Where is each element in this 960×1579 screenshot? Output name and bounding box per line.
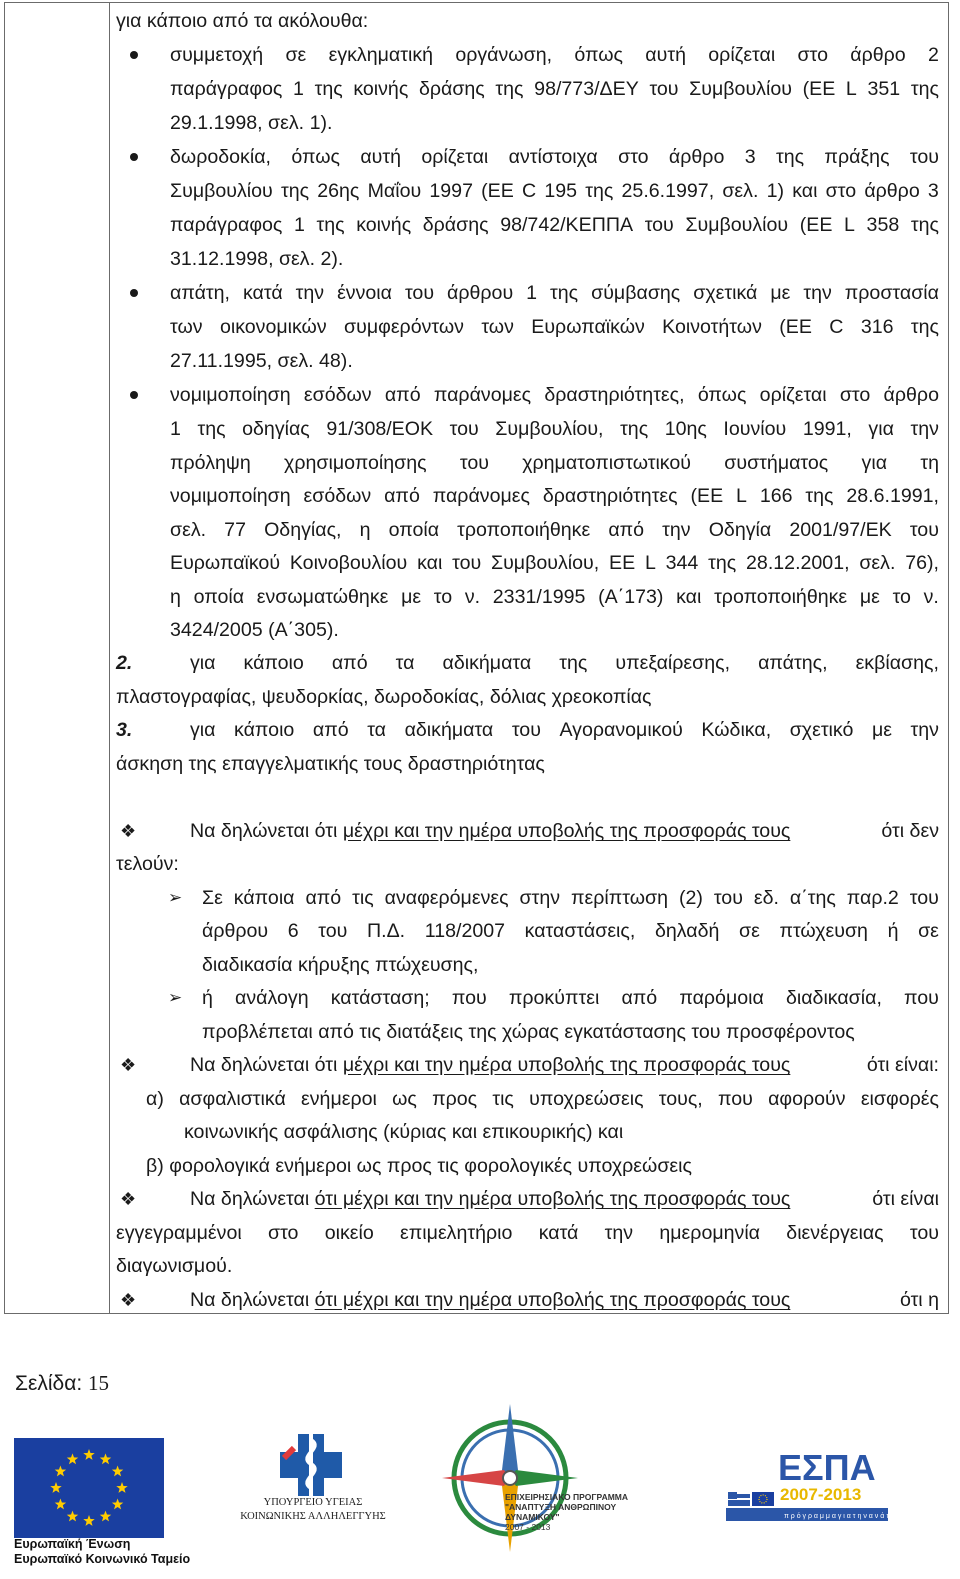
word: άρθρο (850, 44, 906, 66)
word: της (314, 78, 343, 100)
word: της (585, 180, 614, 202)
word: ενήμεροι (301, 1088, 377, 1110)
word: δωροδοκία, (170, 146, 271, 168)
word: παράγραφος (170, 78, 283, 100)
word: ορίζεται (708, 44, 776, 66)
bullet-1-line-2 (170, 72, 939, 106)
word: από (331, 652, 368, 674)
bullet-1-line-1 (170, 38, 939, 72)
word: της (559, 652, 588, 674)
word: παράνομες (433, 384, 532, 406)
word: πρόληψη (170, 452, 251, 474)
item-number-3: 3. (116, 719, 133, 741)
bullet-dot-icon (130, 289, 138, 297)
word: επιμελητήριο (400, 1222, 513, 1244)
word: με (859, 586, 880, 608)
word: για (190, 719, 216, 741)
word: εκβίασης, (855, 652, 939, 674)
intro-line: για κάποιο από τα ακόλουθα: (116, 10, 369, 32)
word: για (190, 652, 216, 674)
word: του (909, 887, 939, 909)
word: Ιουνίου (723, 418, 787, 440)
word: Αγορανομικού (559, 719, 683, 741)
word: την (803, 282, 832, 304)
arrow-1-line-3: διαδικασία κήρυξης πτώχευσης, (202, 954, 479, 976)
word: στο (267, 1222, 299, 1244)
word: παράγραφος (170, 214, 283, 236)
diamond-bullet-icon: ❖ (120, 1055, 137, 1075)
arrow-1-line-1 (202, 881, 939, 915)
word: τους, (658, 1088, 703, 1110)
word: αδικήματα (404, 719, 494, 741)
compass-north-point (502, 1404, 518, 1478)
word: συστήματος (724, 452, 829, 474)
word: άρθρο (883, 384, 939, 406)
word: ή (202, 987, 213, 1009)
word: Συμβουλίου, (490, 552, 600, 574)
compass-center (503, 1471, 517, 1485)
word: της (620, 418, 649, 440)
word: 3 (744, 146, 756, 168)
word: την (910, 418, 939, 440)
word: των (481, 316, 514, 338)
word: 316 (860, 316, 894, 338)
word: 98/742/ΚΕΠΠΑ (500, 214, 634, 236)
bullet-2-line-2 (170, 174, 939, 208)
word: τις (492, 1088, 514, 1110)
bullet-2-line-1 (170, 140, 939, 174)
word: κοινής (353, 78, 409, 100)
word: Οδηγία (708, 519, 772, 541)
word: της (708, 552, 737, 574)
word: της (316, 214, 345, 236)
word: έννοια (337, 282, 392, 304)
bullet-4-line-3 (170, 446, 939, 480)
word: (ΕΕ (799, 214, 833, 236)
arrow-2-line-1 (202, 981, 939, 1015)
declaration-2-line-1: ❖ Να δηλώνεται ότι μέχρι και την ημέρα υποβολής της προσφοράς τους ότι είναι: (116, 1048, 939, 1082)
table-column-divider (109, 3, 110, 1313)
word: L (845, 78, 857, 100)
word: διενέργειας (786, 1222, 884, 1244)
word: της (550, 282, 579, 304)
word: όπως (574, 44, 623, 66)
eu-flag-small-icon (752, 1492, 774, 1506)
word: αυτή (645, 44, 686, 66)
word: στο (797, 44, 828, 66)
word: άρθρου (447, 282, 514, 304)
word: την (662, 519, 691, 541)
word: της (910, 214, 939, 236)
word: συμμετοχή (170, 44, 264, 66)
word: Κοινοτήτων (662, 316, 762, 338)
word: C (829, 316, 844, 338)
word: το (892, 586, 911, 608)
word: άρθρου (202, 920, 269, 942)
word: για (868, 418, 894, 440)
word: του (318, 920, 348, 942)
word: α΄της (789, 887, 836, 909)
word: από (384, 485, 420, 507)
word: κάποια (233, 887, 295, 909)
word: της (280, 180, 310, 202)
word: της (910, 78, 939, 100)
word: ή (887, 920, 899, 942)
word: καταστάσεις, (524, 920, 636, 942)
word: 1 (293, 78, 304, 100)
word: L (736, 485, 747, 507)
word: του (459, 452, 489, 474)
word: ν. (923, 586, 939, 608)
word: αυτή (360, 146, 401, 168)
bullet-4-line-6 (170, 546, 939, 580)
word: εσόδων (303, 384, 372, 406)
word: του (713, 887, 743, 909)
word: οικονομικών (219, 316, 327, 338)
word: κάποιο (243, 652, 304, 674)
espa-logo (726, 1447, 913, 1522)
word: ορίζεται (421, 146, 489, 168)
item-number-2: 2. (116, 652, 133, 674)
word: ημερομηνία (659, 1222, 761, 1244)
word: σχετικό (789, 719, 854, 741)
word: νομιμοποίηση (170, 485, 291, 507)
word: χρησιμοποίησης (284, 452, 427, 474)
word: 2331/1995 (492, 586, 586, 608)
word: παράνομες (432, 485, 530, 507)
arrowhead-bullet-icon: ➢ (168, 888, 183, 907)
word: (Α΄173) (598, 586, 664, 608)
word: παρ.2 (846, 887, 899, 909)
word: προκύπτει (508, 987, 600, 1009)
word: (ΕΕ (690, 485, 724, 507)
word: Συμβουλίου (170, 180, 273, 202)
word: Συμβουλίου, (495, 418, 604, 440)
word: η (170, 586, 181, 608)
word: και (792, 180, 818, 202)
word: τροποποιήθηκε (457, 519, 591, 541)
word: ν. (464, 586, 481, 608)
word: 2 (928, 44, 939, 66)
word: που (904, 987, 939, 1009)
word: αδικήματα (442, 652, 532, 674)
word: 351 (867, 78, 901, 100)
word: Οδηγίας, (264, 519, 342, 541)
item-3-line-1 (190, 713, 939, 747)
content-table (4, 2, 949, 1314)
word: όπως (291, 146, 340, 168)
word: σελ. (722, 180, 759, 202)
word: δράσης (422, 214, 489, 236)
word: της (197, 418, 226, 440)
word: οδηγίας (242, 418, 310, 440)
word: περίπτωση (570, 887, 668, 909)
word: στο (618, 146, 649, 168)
word: (ΕΕ (481, 180, 514, 202)
word: σύμβασης (591, 282, 681, 304)
word: ΕΕ (609, 552, 636, 574)
word: το (433, 586, 453, 608)
word: σχετικά (693, 282, 758, 304)
diamond-bullet-icon: ❖ (120, 821, 137, 841)
word: πράξης (824, 146, 890, 168)
word: από (312, 719, 349, 741)
bullet-2-line-3 (170, 208, 939, 242)
word: κατά (242, 282, 283, 304)
eu-caption: Ευρωπαϊκή Ένωση Ευρωπαϊκό Κοινωνικό Ταμείο (14, 1537, 191, 1566)
word: κοινής (356, 214, 412, 236)
word: 344 (665, 552, 699, 574)
word: υπεξαίρεσης, (615, 652, 731, 674)
arrow-2-line-2: προβλέπεται από τις διατάξεις της χώρας εγκατάστασης του προσφέροντος (202, 1021, 855, 1043)
word: από (621, 987, 658, 1009)
word: άρθρο (864, 180, 920, 202)
word: αντίστοιχα (508, 146, 598, 168)
word: 76), (905, 552, 939, 574)
item-2-line-1 (190, 646, 939, 680)
item-2-line-2: πλαστογραφίας, ψευδορκίας, δωροδοκίας, δόλιας χρεοκοπίας (116, 686, 652, 708)
word: που (717, 1088, 753, 1110)
word: εγκληματική (328, 44, 434, 66)
word: Σε (202, 887, 223, 909)
word: του (909, 519, 939, 541)
bullet-3-line-2 (170, 310, 939, 344)
bullet-2-line-4: 31.12.1998, σελ. 2). (170, 248, 344, 270)
word: 77 (224, 519, 246, 541)
word: η (359, 519, 371, 541)
word: εισφορές (860, 1088, 939, 1110)
word: 195 (544, 180, 578, 202)
word: Μαΐου (367, 180, 422, 202)
word: 1 (170, 418, 181, 440)
bullet-dot-icon (130, 51, 138, 59)
word: των (170, 316, 203, 338)
word: από (305, 887, 342, 909)
word: Κώδικα, (701, 719, 772, 741)
word: κατά (538, 1222, 579, 1244)
bullet-4-line-4 (170, 479, 939, 513)
bullet-dot-icon (130, 153, 138, 161)
word: με (770, 282, 791, 304)
declaration-3-line-2 (116, 1216, 939, 1250)
word: σελ. (170, 519, 207, 541)
word: κατάσταση; (330, 987, 430, 1009)
word: εσόδων (303, 485, 372, 507)
word: ως (392, 1088, 417, 1110)
word: σε (918, 920, 939, 942)
word: απάτης, (758, 652, 828, 674)
word: 6 (287, 920, 299, 942)
word: άρθρο (668, 146, 725, 168)
word: ανάλογη (235, 987, 309, 1009)
item-3-line-2: άσκηση της επαγγελματικής τους δραστηριότητας (116, 753, 545, 775)
word: δράσης (418, 78, 485, 100)
bullet-3-line-3: 27.11.1995, σελ. 48). (170, 350, 353, 372)
subitem-b-line-1: β) φορολογικά ενήμεροι ως προς τις φορολογικές υποχρεώσεις (146, 1155, 692, 1177)
compass-logo (430, 1400, 660, 1575)
word: σελ. (859, 552, 896, 574)
espa-tagline: π ρ ό γ ρ α μ μ α γ ι α τ η ν α ν ά π τ υ ξ η (784, 1513, 913, 1520)
bullet-4-line-5 (170, 513, 939, 547)
word: στο (839, 384, 871, 406)
page-number: Σελίδα: 15 (15, 1371, 110, 1395)
espa-years: 2007-2013 (780, 1485, 862, 1504)
word: Συμβουλίου (689, 78, 792, 100)
word: Κοινοβουλίου (289, 552, 408, 574)
word: L (844, 214, 855, 236)
word: την (604, 1222, 634, 1244)
word: τα (367, 719, 386, 741)
word: 1) (766, 180, 785, 202)
word: (2) (678, 887, 703, 909)
word: την (910, 719, 939, 741)
ministry-caption: ΥΠΟΥΡΓΕΙΟ ΥΓΕΙΑΣ ΚΟΙΝΩΝΙΚΗΣ ΑΛΛΗΛΕΓΓΥΗΣ (240, 1497, 386, 1522)
word: τη (920, 452, 939, 474)
word: ορίζεται (759, 384, 827, 406)
word: οικείο (324, 1222, 374, 1244)
word: του (909, 1222, 939, 1244)
arrowhead-bullet-icon: ➢ (168, 988, 183, 1007)
word: τροποποιήθηκε (714, 586, 848, 608)
word: C (522, 180, 537, 202)
word: 28.12.2001, (746, 552, 850, 574)
word: χρηματοπιστωτικού (522, 452, 691, 474)
word: 2001/97/ΕΚ (789, 519, 892, 541)
word: δραστηριότητες, (544, 384, 685, 406)
word: ενσωματώθηκε (256, 586, 389, 608)
word: του (452, 552, 482, 574)
word: συμφερόντων (344, 316, 464, 338)
declaration-4-line-1: ❖ Να δηλώνεται ότι μέχρι και την ημέρα υποβολής της προσφοράς τους ότι η (116, 1283, 939, 1317)
declaration-1-line-1: ❖ Να δηλώνεται ότι μέχρι και την ημέρα υποβολής της προσφοράς τους ότι δεν (116, 814, 939, 848)
word: δηλαδή (654, 920, 720, 942)
word: σε (739, 920, 760, 942)
word: οποία (388, 519, 440, 541)
word: 25.6.1997, (621, 180, 715, 202)
word: 28.6.1991, (846, 485, 939, 507)
word: 1997 (429, 180, 473, 202)
word: του (649, 78, 679, 100)
word: τα (395, 652, 415, 674)
bullet-4-line-1 (170, 378, 939, 412)
word: που (451, 987, 487, 1009)
bullet-1-line-3: 29.1.1998, σελ. 1). (170, 112, 333, 134)
word: τις (352, 887, 374, 909)
word: νομιμοποίηση (170, 384, 291, 406)
word: 26ης (317, 180, 360, 202)
word: οποία (193, 586, 245, 608)
word: του (511, 719, 541, 741)
word: 3 (927, 180, 939, 202)
word: όπως (697, 384, 747, 406)
bullet-dot-icon (130, 391, 138, 399)
word: αφορούν (768, 1088, 846, 1110)
word: από (608, 519, 645, 541)
subitem-a-line-2: κοινωνικής ασφάλισης (κύριας και επικουρικής) και (184, 1121, 624, 1143)
word: της (775, 146, 805, 168)
word: ασφαλιστικά (179, 1088, 286, 1110)
word: προς (432, 1088, 478, 1110)
diamond-bullet-icon: ❖ (120, 1189, 137, 1209)
diamond-bullet-icon: ❖ (120, 1290, 137, 1310)
word: του (449, 418, 479, 440)
word: και (676, 586, 702, 608)
word: απάτη, (170, 282, 230, 304)
word: L (644, 552, 656, 574)
word: 98/773/ΔΕΥ (534, 78, 639, 100)
word: την (295, 282, 325, 304)
bullet-4-line-8: 3424/2005 (Α΄305). (170, 619, 339, 641)
word: εγγεγραμμένοι (116, 1222, 242, 1244)
word: του (404, 282, 435, 304)
word: της (910, 316, 939, 338)
word: υποχρεώσεις (529, 1088, 644, 1110)
declaration-3-line-3: διαγωνισμού. (116, 1255, 233, 1277)
word: της (805, 485, 834, 507)
word: Ευρωπαϊκών (531, 316, 645, 338)
espa-title: ΕΣΠΑ (778, 1447, 876, 1488)
word: αναφερόμενες (384, 887, 509, 909)
word: από (384, 384, 421, 406)
word: 91/308/ΕΟΚ (326, 418, 434, 440)
word: με (401, 586, 422, 608)
word: Συμβουλίου (685, 214, 789, 236)
word: προστασία (844, 282, 939, 304)
word: 10ης (664, 418, 707, 440)
word: πτώχευση (779, 920, 868, 942)
word: του (644, 214, 674, 236)
word: εδ. (753, 887, 779, 909)
word: 1 (526, 282, 538, 304)
word: οργάνωση, (455, 44, 553, 66)
word: 358 (866, 214, 900, 236)
word: α) (146, 1088, 164, 1110)
word: Ευρωπαϊκού (170, 552, 281, 574)
bullet-3-line-1 (170, 276, 939, 310)
word: στο (825, 180, 857, 202)
word: κάποιο (234, 719, 295, 741)
bullet-4-line-2 (170, 412, 939, 446)
word: παρόμοια (679, 987, 764, 1009)
word: στην (519, 887, 561, 909)
word: με (871, 719, 892, 741)
bullet-4-line-7 (170, 580, 939, 614)
word: διαδικασία, (785, 987, 882, 1009)
word: της (495, 78, 524, 100)
declaration-3-line-1: ❖ Να δηλώνεται ότι μέχρι και την ημέρα υποβολής της προσφοράς τους ότι είναι (116, 1182, 939, 1216)
program-caption: ΕΠΙΧΕΙΡΗΣΙΑΚΟ ΠΡΟΓΡΑΜΜΑ "ΑΝΑΠΤΥΞΗ ΑΝΘΡΩΠΙΝΟΥ ΔΥΝΑΜΙΚΟΥ" 2007 - 2013 (505, 1492, 629, 1532)
word: για (861, 452, 888, 474)
word: 1 (293, 214, 305, 236)
word: Π.Δ. (367, 920, 406, 942)
word: δραστηριότητες (542, 485, 678, 507)
eu-flag-logo (14, 1438, 164, 1538)
word: 118/2007 (424, 920, 506, 942)
word: σε (285, 44, 307, 66)
word: (ΕΕ (802, 78, 836, 100)
word: 166 (759, 485, 793, 507)
declaration-1-line-2: τελούν: (116, 853, 179, 875)
word: του (909, 146, 939, 168)
subitem-a-line-1 (146, 1082, 939, 1116)
arrow-1-line-2 (202, 914, 939, 948)
word: και (417, 552, 443, 574)
word: 1991, (802, 418, 852, 440)
word: (ΕΕ (779, 316, 812, 338)
